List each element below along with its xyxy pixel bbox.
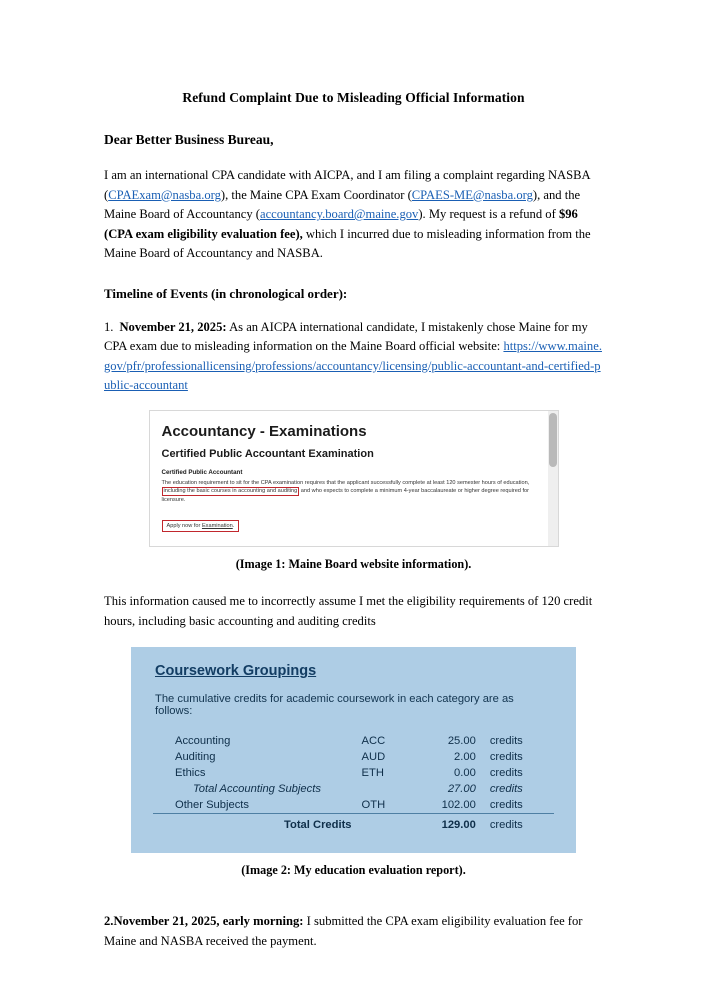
intro-part-1: I am an international CPA candidate with AICPA, and I am filing a complaint regarding NASBA [104, 168, 590, 182]
row-label: Total Accounting Subjects [193, 783, 321, 796]
figure-2-coursework-groupings [131, 647, 576, 853]
figure-1-highlight-box: including the basic courses in accounting and auditing [163, 488, 298, 495]
row-value: 25.00 [447, 735, 476, 748]
refund-amount: $96 (CPA exam eligibility evaluation fee), [104, 207, 578, 241]
row-value: 0.00 [454, 767, 476, 780]
email-link-cpaes-me[interactable]: CPAES-ME@nasba.org [411, 187, 533, 202]
table-row-subtotal [153, 781, 554, 797]
figure-1-section-label: Certified Public Accountant [161, 468, 243, 476]
figure-1-paragraph-after: and who expects to complete a minimum 4-year baccalaureate or higher degree required for licensure. [161, 488, 530, 503]
row-unit: credits [489, 799, 523, 812]
figure-1-screenshot [149, 410, 559, 547]
row-label: Auditing [175, 751, 216, 764]
row-unit: credits [489, 735, 523, 748]
intro-part-5: which I incurred due to misleading information from the Maine Board of Accountancy and NASBA. [104, 226, 591, 261]
table-row [153, 765, 554, 781]
figure-1-apply-link[interactable]: Examination [201, 523, 233, 530]
row-unit: credits [489, 751, 523, 764]
figure-2-wrapper [104, 647, 603, 853]
row-value: 129.00 [418, 814, 490, 834]
figure-1-wrapper [104, 410, 603, 547]
timeline-item-2-date: 2.November 21, 2025, early morning: [104, 914, 304, 929]
figure-2-lead-text: The cumulative credits for academic coursework in each category are as follows: [155, 693, 514, 718]
row-code: ETH [361, 767, 384, 780]
intro-paragraph [104, 166, 603, 264]
row-code [362, 781, 418, 797]
row-value: 27.00 [447, 783, 476, 796]
figure-1-subheading: Certified Public Accountant Examination [161, 447, 374, 460]
figure-1-heading: Accountancy - Examinations [161, 422, 367, 440]
row-unit: credits [489, 783, 523, 796]
figure-2-title: Coursework Groupings [155, 663, 317, 680]
table-row [153, 733, 554, 749]
row-unit: credits [490, 814, 554, 834]
timeline-item-1 [104, 318, 603, 396]
figure-1-scrollbar-track[interactable] [548, 411, 558, 546]
figure-1-paragraph [162, 479, 542, 504]
salutation: Dear Better Business Bureau, [104, 132, 274, 147]
figure-1-apply-link-box[interactable] [162, 520, 240, 532]
intro-part-3: ), and the Maine Board of Accountancy ( [104, 187, 581, 222]
row-label: Total Credits [153, 814, 362, 834]
intro-part-2: ), the Maine CPA Exam Coordinator ( [220, 187, 412, 202]
figure-1-caption: (Image 1: Maine Board website information). [235, 557, 472, 572]
email-link-cpaexam[interactable]: CPAExam@nasba.org [108, 187, 221, 202]
row-value: 102.00 [441, 799, 476, 812]
table-row-total [153, 814, 554, 834]
row-code: AUD [361, 751, 386, 764]
intro-part-4: ). My request is a refund of [418, 207, 559, 222]
table-row [153, 797, 554, 814]
row-code: OTH [361, 799, 386, 812]
section-heading-timeline: Timeline of Events (in chronological order): [104, 285, 348, 301]
timeline-item-2-text: I submitted the CPA exam eligibility evaluation fee for Maine and NASBA received the payment. [104, 914, 583, 948]
timeline-item-date: November 21, 2025: [119, 319, 227, 334]
row-label: Ethics [175, 767, 206, 780]
figure-1-scrollbar-thumb[interactable] [549, 413, 557, 467]
paragraph-after-figure-1: This information caused me to incorrectly assume I met the eligibility requirements of 120 credit hours, including basic accounting and auditing credits [104, 594, 593, 628]
figure-1-apply-prefix: Apply now for [166, 523, 202, 530]
row-label: Other Subjects [175, 799, 249, 812]
table-row [153, 749, 554, 765]
figure-1-paragraph-before: The education requirement to sit for the CPA examination requires that the applicant successfully complete at least 120 semester hours of education, [161, 479, 530, 486]
row-code: ACC [361, 735, 386, 748]
figure-2-caption: (Image 2: My education evaluation report). [241, 863, 466, 878]
row-code [362, 814, 418, 834]
page-title: Refund Complaint Due to Misleading Official Information [182, 90, 525, 105]
coursework-table [153, 733, 554, 833]
row-value: 2.00 [454, 751, 476, 764]
row-unit: credits [489, 767, 523, 780]
intro-open-paren: ( [104, 187, 109, 202]
timeline-item-number: 1. [104, 319, 114, 334]
figure-1-apply-suffix: . [232, 523, 235, 530]
row-label: Accounting [175, 735, 231, 748]
timeline-item-2 [104, 912, 603, 951]
email-link-accountancy-board[interactable]: accountancy.board@maine.gov [259, 207, 419, 222]
timeline-item-text: As an AICPA international candidate, I mistakenly chose Maine for my CPA exam due to misleading information on the Maine Board official website: [104, 319, 588, 354]
maine-board-website-link[interactable]: https://www.maine.gov/pfr/professionallicensing/professions/accountancy/licensing/public-accountant-and-certified-public-accountant [104, 339, 602, 393]
